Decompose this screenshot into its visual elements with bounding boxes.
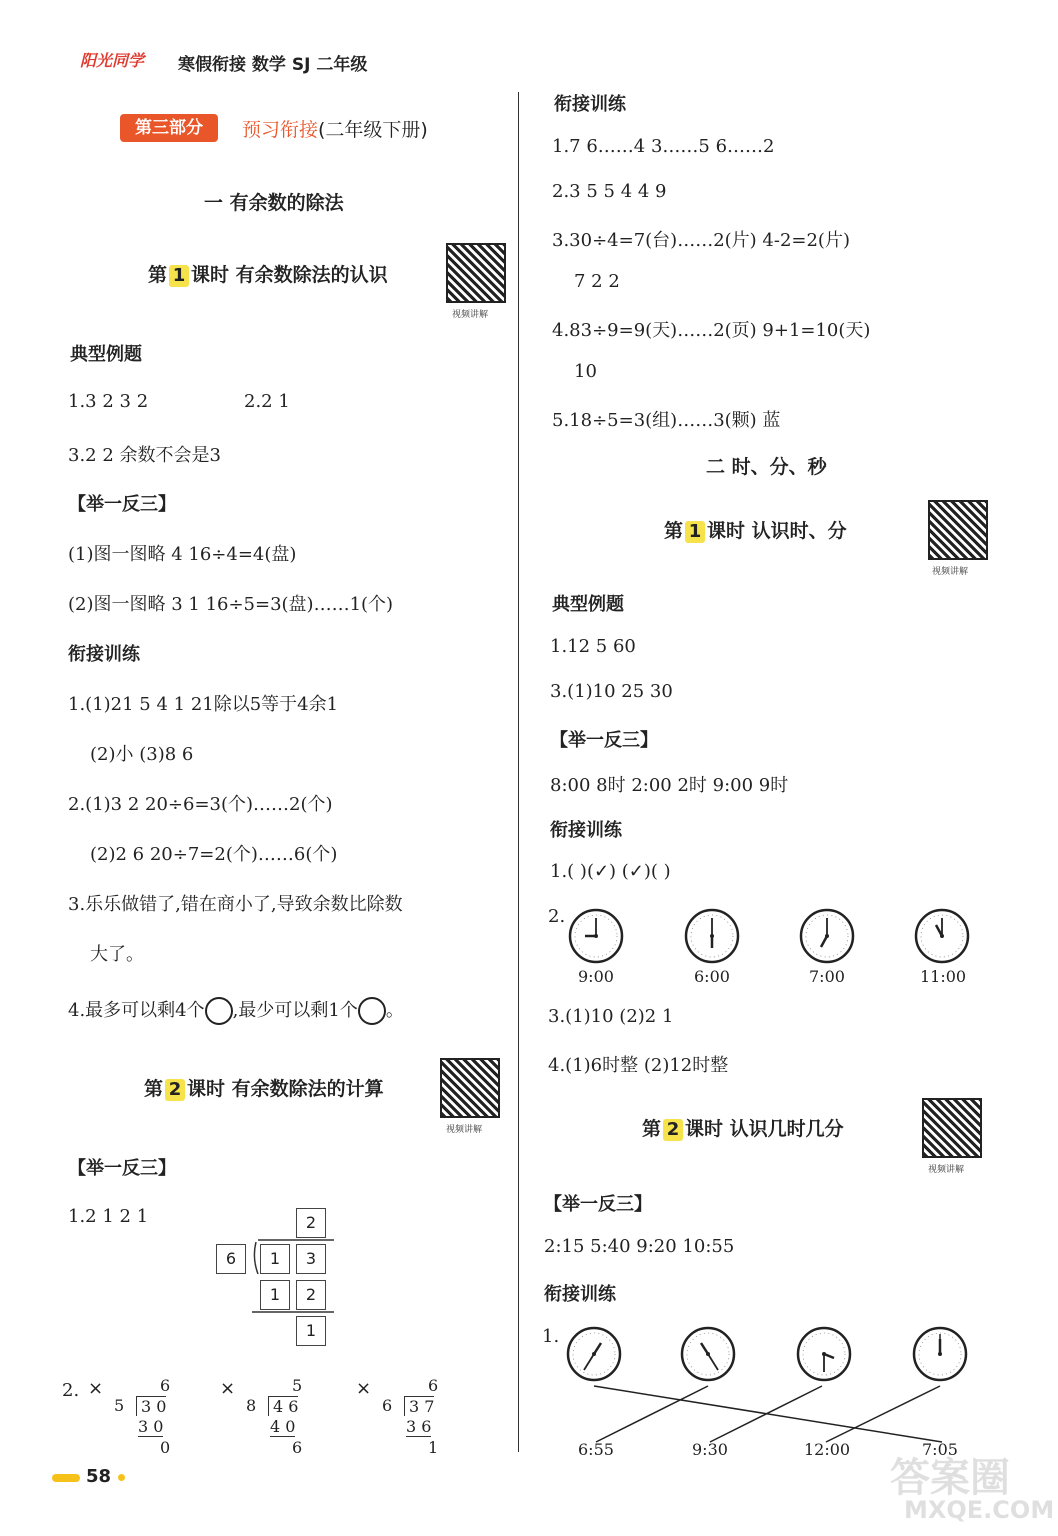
answer-line: (2)图一图略 3 1 16÷5=3(盘)……1(个)	[68, 594, 394, 615]
divisor: 8	[246, 1396, 257, 1415]
digit-box: 6	[216, 1244, 246, 1274]
digit-box: 2	[296, 1280, 326, 1310]
answer-line: 3.2 2 余数不会是3	[68, 445, 221, 466]
answer-line-circles	[68, 996, 404, 1025]
heading-xjxl: 衔接训练	[554, 94, 626, 115]
remainder: 0	[160, 1438, 171, 1457]
heading-jyfs: 【举一反三】	[550, 730, 658, 751]
circle-icon	[205, 997, 233, 1025]
lesson-1-title	[664, 516, 847, 543]
clock-icon	[796, 1326, 852, 1382]
answer-line: 3.乐乐做错了,错在商小了,导致余数比除数	[68, 894, 403, 915]
answer-line: 大了。	[90, 944, 144, 965]
qr-code-icon[interactable]	[446, 243, 506, 303]
heading-typical: 典型例题	[552, 594, 624, 615]
answer-line: 3.30÷4=7(台)……2(片) 4-2=2(片)	[552, 230, 850, 251]
quotient: 6	[160, 1376, 171, 1395]
divisor: 6	[382, 1396, 393, 1415]
clock-icon	[566, 1326, 622, 1382]
clock-icon	[680, 1326, 736, 1382]
part-title	[242, 115, 428, 142]
answer-line: 5.18÷5=3(组)……3(颗) 蓝	[552, 410, 781, 431]
qr-code-icon[interactable]	[922, 1098, 982, 1158]
quotient: 5	[292, 1376, 303, 1395]
line-part: ,最少可以剩1个	[232, 1000, 358, 1021]
heading-typical: 典型例题	[70, 344, 142, 365]
heading-xjxl: 衔接训练	[68, 644, 140, 665]
section-title-1: 一 有余数的除法	[204, 192, 344, 214]
clock-icon	[684, 908, 740, 964]
answer-line: 3.(1)10 (2)2 1	[548, 1006, 674, 1027]
digit-box: 1	[296, 1316, 326, 1346]
lesson-post: 课时 认识时、分	[707, 520, 847, 542]
answer-line: 1.2 1 2 1	[68, 1206, 149, 1227]
lesson-post: 课时 有余数除法的计算	[187, 1078, 384, 1100]
qr-label: 视频讲解	[932, 567, 969, 577]
heading-jyfs: 【举一反三】	[68, 494, 176, 515]
answer-line: 2.(1)3 2 20÷6=3(个)……2(个)	[68, 794, 333, 815]
answer-line: 2:15 5:40 9:20 10:55	[544, 1236, 735, 1257]
qr-code-icon[interactable]	[440, 1058, 500, 1118]
dividend: 4 6	[268, 1396, 298, 1416]
section-title-2: 二 时、分、秒	[706, 456, 827, 478]
product: 4 0	[270, 1417, 296, 1436]
clock-icon	[799, 908, 855, 964]
matching-lines	[560, 1380, 980, 1450]
cross-mark: ×	[220, 1378, 236, 1399]
lesson-num-badge: 2	[663, 1119, 683, 1141]
dividend: 3 7	[404, 1396, 434, 1416]
answer-line: 2.3 5 5 4 4 9	[552, 181, 667, 202]
qr-label: 视频讲解	[928, 1165, 965, 1175]
cross-mark: ×	[356, 1378, 372, 1399]
lesson-2-title	[642, 1114, 844, 1141]
column-divider	[518, 92, 519, 1452]
part-title-main: 预习衔接	[242, 119, 319, 141]
cross-mark: ×	[88, 1378, 104, 1399]
line-part: 。	[385, 1000, 404, 1021]
quotient: 6	[428, 1376, 439, 1395]
brand-logo: 阳光同学	[80, 51, 145, 70]
answer-line: 1.3 2 3 2	[68, 391, 149, 412]
watermark-url: MXQE.COM	[904, 1496, 1055, 1524]
lesson-pre: 第	[148, 264, 168, 286]
lesson-post: 课时 有余数除法的认识	[191, 264, 388, 286]
division-bracket	[250, 1238, 340, 1318]
heading-jyfs: 【举一反三】	[544, 1194, 652, 1215]
answer-line: 4.(1)6时整 (2)12时整	[548, 1055, 729, 1076]
lesson-num-badge: 2	[165, 1079, 185, 1101]
circle-icon	[358, 997, 386, 1025]
divisor: 5	[114, 1396, 125, 1415]
answer-line: 1.	[542, 1326, 560, 1347]
lesson-1-title	[148, 260, 388, 287]
page-dot	[118, 1474, 125, 1481]
answer-line: 2.	[62, 1380, 80, 1401]
part-badge: 第三部分	[120, 114, 218, 142]
answer-line: (1)图一图略 4 16÷4=4(盘)	[68, 544, 297, 565]
clock-label: 7:00	[809, 967, 845, 986]
page-bar	[52, 1474, 80, 1482]
answer-line: 10	[574, 361, 597, 382]
digit-box: 3	[296, 1244, 326, 1274]
answer-line: (2)小 (3)8 6	[90, 744, 194, 765]
lesson-num-badge: 1	[169, 265, 189, 287]
watermark-text: 答案圈	[890, 1455, 1010, 1501]
clock-label: 11:00	[920, 967, 967, 986]
lesson-num-badge: 1	[685, 521, 705, 543]
qr-code-icon[interactable]	[928, 500, 988, 560]
division-problem-2	[242, 1376, 322, 1456]
answer-line: 1.12 5 60	[550, 636, 636, 657]
digit-box: 2	[296, 1208, 326, 1238]
remainder: 1	[428, 1438, 439, 1457]
answer-line: 2.	[548, 906, 566, 927]
time-label: 9:30	[692, 1440, 728, 1459]
clock-label: 6:00	[694, 967, 730, 986]
digit-box: 1	[260, 1244, 290, 1274]
lesson-2-title	[144, 1074, 384, 1101]
line-part: 4.最多可以剩4个	[68, 1000, 205, 1021]
answer-line: (2)2 6 20÷7=2(个)……6(个)	[90, 844, 338, 865]
answer-line: 1.( )(✓) (✓)( )	[550, 861, 671, 882]
part-subtitle: (二年级下册)	[318, 119, 428, 141]
clock-icon	[914, 908, 970, 964]
clock-icon	[568, 908, 624, 964]
page-number: 58	[86, 1466, 112, 1487]
qr-label: 视频讲解	[452, 310, 489, 320]
product: 3 0	[138, 1417, 164, 1436]
time-label: 7:05	[922, 1440, 958, 1459]
header-title: 寒假衔接 数学 SJ 二年级	[178, 55, 368, 75]
time-label: 12:00	[804, 1440, 851, 1459]
answer-line: 1.7 6……4 3……5 6……2	[552, 136, 775, 157]
heading-jyfs: 【举一反三】	[68, 1158, 176, 1179]
answer-line: 4.83÷9=9(天)……2(页) 9+1=10(天)	[552, 320, 871, 341]
answer-line: 3.(1)10 25 30	[550, 681, 673, 702]
clock-icon	[912, 1326, 968, 1382]
heading-xjxl: 衔接训练	[550, 820, 622, 841]
qr-label: 视频讲解	[446, 1125, 483, 1135]
answer-line: 1.(1)21 5 4 1 21除以5等于4余1	[68, 694, 339, 715]
digit-box: 1	[260, 1280, 290, 1310]
lesson-pre: 第	[664, 520, 684, 542]
answer-line: 7 2 2	[574, 271, 620, 292]
division-problem-1	[110, 1376, 190, 1456]
clock-label: 9:00	[578, 967, 614, 986]
dividend: 3 0	[136, 1396, 166, 1416]
lesson-pre: 第	[642, 1118, 662, 1140]
division-problem-3	[378, 1376, 458, 1456]
heading-xjxl: 衔接训练	[544, 1284, 616, 1305]
lesson-pre: 第	[144, 1078, 164, 1100]
time-label: 6:55	[578, 1440, 614, 1459]
answer-line: 2.2 1	[244, 391, 290, 412]
lesson-post: 课时 认识几时几分	[685, 1118, 844, 1140]
product: 3 6	[406, 1417, 432, 1436]
remainder: 6	[292, 1438, 303, 1457]
answer-line: 8:00 8时 2:00 2时 9:00 9时	[550, 775, 789, 796]
